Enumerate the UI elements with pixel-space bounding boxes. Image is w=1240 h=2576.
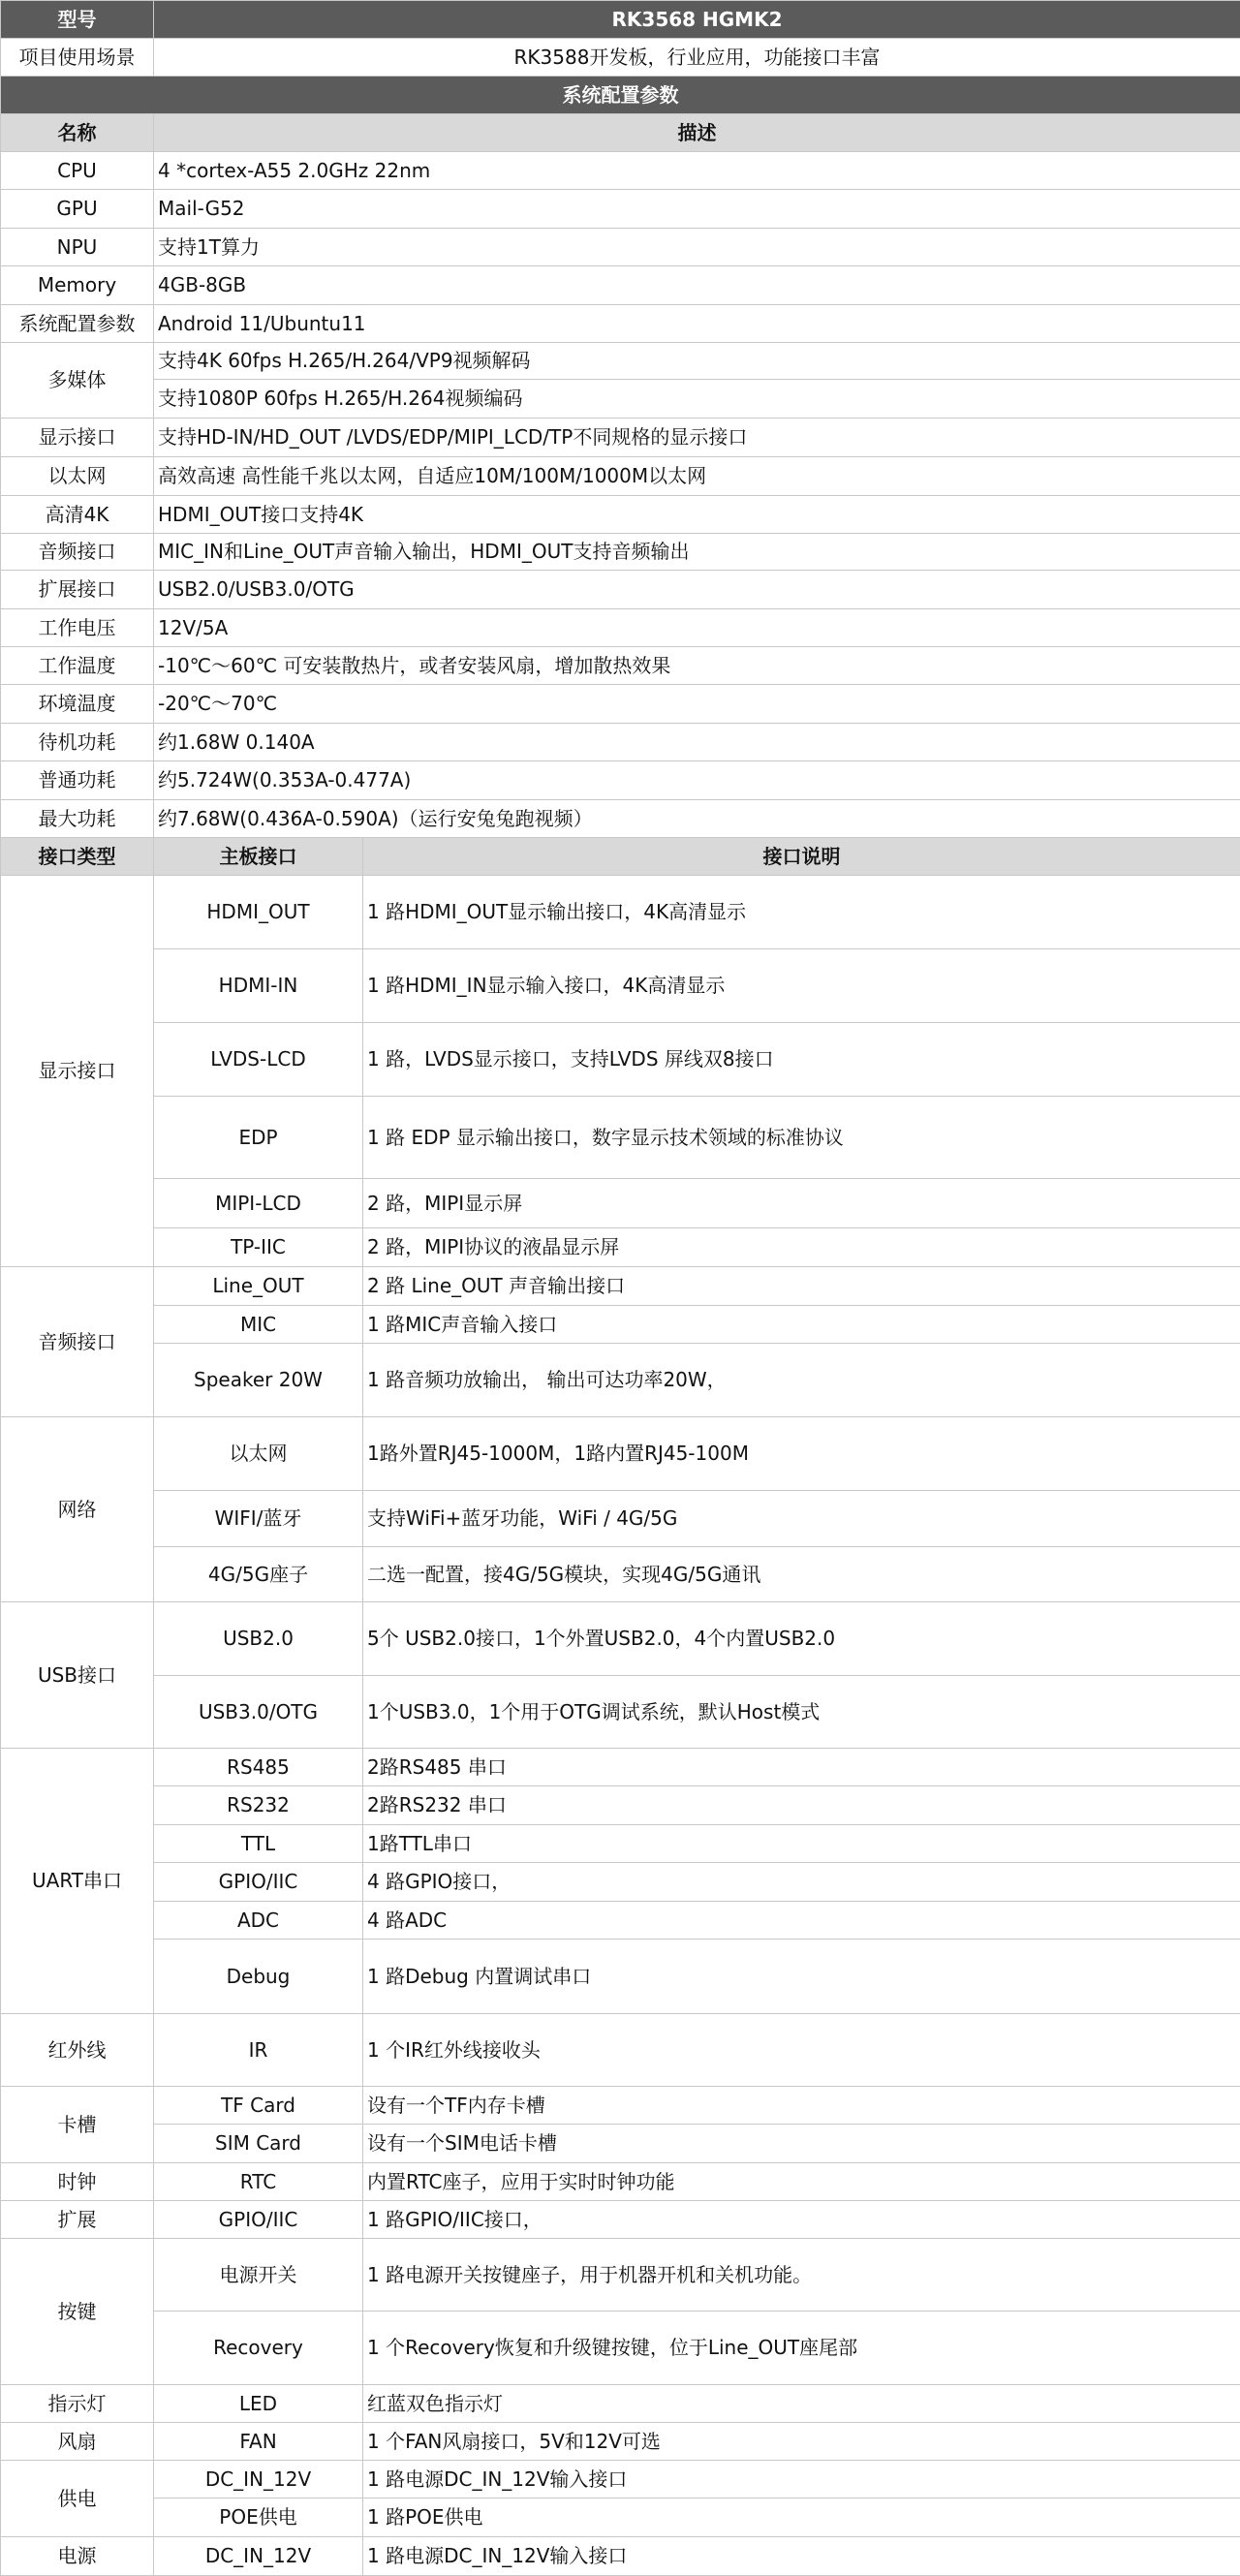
interface-header-port: 主板接口: [154, 838, 363, 876]
interface-port: TTL: [154, 1825, 363, 1863]
interface-group-name: 音频接口: [1, 1267, 154, 1417]
sys-config-desc: Android 11/Ubuntu11: [154, 305, 1240, 343]
model-row: [1, 1, 1240, 39]
interface-header-row: [1, 838, 1240, 876]
interface-desc: 设有一个SIM电话卡槽: [363, 2125, 1240, 2163]
sys-config-name: 系统配置参数: [1, 305, 154, 343]
interface-desc: 1 路电源DC_IN_12V输入接口: [363, 2537, 1240, 2576]
scene-value: RK3588开发板，行业应用，功能接口丰富: [154, 39, 1240, 77]
sys-config-name: 工作温度: [1, 647, 154, 685]
interface-desc: 2路RS232 串口: [363, 1786, 1240, 1825]
sys-config-row: [1, 305, 1240, 343]
interface-port: RS232: [154, 1786, 363, 1825]
interface-row: [1, 2312, 1240, 2385]
sys-config-desc: 约1.68W 0.140A: [154, 724, 1240, 761]
interface-desc: 1 个Recovery恢复和升级键按键，位于Line_OUT座尾部: [363, 2312, 1240, 2385]
interface-group-name: USB接口: [1, 1602, 154, 1749]
sys-config-desc: MIC_IN和Line_OUT声音输入输出，HDMI_OUT支持音频输出: [154, 534, 1240, 571]
interface-desc: 1 个FAN风扇接口，5V和12V可选: [363, 2423, 1240, 2461]
sys-config-desc: USB2.0/USB3.0/OTG: [154, 571, 1240, 609]
interface-desc: 4 路ADC: [363, 1902, 1240, 1940]
sys-config-desc: 支持4K 60fps H.265/H.264/VP9视频解码: [154, 343, 1240, 380]
sys-config-desc: 约5.724W(0.353A-0.477A): [154, 761, 1240, 800]
interface-port: USB3.0/OTG: [154, 1676, 363, 1749]
sys-config-row: [1, 571, 1240, 609]
interface-row: [1, 1940, 1240, 2014]
sys-config-name: 扩展接口: [1, 571, 154, 609]
sys-config-row: [1, 419, 1240, 457]
sys-config-name: 工作电压: [1, 609, 154, 647]
interface-port: DC_IN_12V: [154, 2537, 363, 2576]
sys-config-name: 环境温度: [1, 685, 154, 724]
interface-desc: 1 个IR红外线接收头: [363, 2014, 1240, 2087]
sys-config-row: [1, 647, 1240, 685]
sys-config-name: Memory: [1, 266, 154, 305]
interface-row: [1, 876, 1240, 949]
interface-port: WIFI/蓝牙: [154, 1491, 363, 1547]
sys-config-desc: 4 *cortex-A55 2.0GHz 22nm: [154, 152, 1240, 190]
interface-desc: 1 路，LVDS显示接口，支持LVDS 屏线双8接口: [363, 1023, 1240, 1097]
model-label: 型号: [1, 1, 154, 39]
interface-row: [1, 1267, 1240, 1306]
sys-config-desc: 12V/5A: [154, 609, 1240, 647]
sys-config-row: [1, 266, 1240, 305]
interface-desc: 4 路GPIO接口，: [363, 1863, 1240, 1902]
sys-config-row: [1, 152, 1240, 190]
sys-config-name: NPU: [1, 229, 154, 266]
interface-port: EDP: [154, 1097, 363, 1179]
interface-row: [1, 1547, 1240, 1602]
interface-row: [1, 2423, 1240, 2461]
sys-config-name: 多媒体: [1, 343, 154, 419]
interface-row: [1, 1344, 1240, 1417]
sys-config-row: [1, 343, 1240, 380]
sys-config-desc: -10℃～60℃ 可安装散热片，或者安装风扇，增加散热效果: [154, 647, 1240, 685]
interface-group-name: 风扇: [1, 2423, 154, 2461]
interface-group-name: 按键: [1, 2239, 154, 2385]
interface-group-name: 红外线: [1, 2014, 154, 2087]
interface-port: TP-IIC: [154, 1228, 363, 1267]
interface-group-name: 供电: [1, 2461, 154, 2537]
interface-desc: 设有一个TF内存卡槽: [363, 2087, 1240, 2125]
interface-desc: 红蓝双色指示灯: [363, 2385, 1240, 2423]
interface-row: [1, 1863, 1240, 1902]
interface-desc: 支持WiFi+蓝牙功能，WiFi / 4G/5G: [363, 1491, 1240, 1547]
sys-config-row: [1, 229, 1240, 266]
sys-config-row: [1, 190, 1240, 229]
interface-port: 以太网: [154, 1417, 363, 1491]
interface-group-name: UART串口: [1, 1749, 154, 2014]
interface-group-name: 扩展: [1, 2201, 154, 2239]
interface-port: HDMI_OUT: [154, 876, 363, 949]
sys-config-desc: 支持1080P 60fps H.265/H.264视频编码: [154, 380, 1240, 419]
sys-config-row: [1, 685, 1240, 724]
sys-config-name: 普通功耗: [1, 761, 154, 800]
interface-port: USB2.0: [154, 1602, 363, 1676]
interface-port: HDMI-IN: [154, 949, 363, 1023]
interface-group-name: 显示接口: [1, 876, 154, 1267]
sys-config-row: [1, 496, 1240, 534]
interface-row: [1, 2461, 1240, 2498]
interface-desc: 1路外置RJ45-1000M，1路内置RJ45-100M: [363, 1417, 1240, 1491]
sys-header-row: [1, 114, 1240, 152]
sys-config-row: [1, 380, 1240, 419]
interface-group-name: 时钟: [1, 2163, 154, 2201]
sys-config-row: [1, 724, 1240, 761]
sys-config-desc: -20℃～70℃: [154, 685, 1240, 724]
interface-port: GPIO/IIC: [154, 2201, 363, 2239]
interface-row: [1, 1228, 1240, 1267]
interface-row: [1, 2125, 1240, 2163]
interface-group-name: 网络: [1, 1417, 154, 1602]
interface-group-name: 电源: [1, 2537, 154, 2576]
interface-row: [1, 2201, 1240, 2239]
sys-config-desc: 高效高速 高性能千兆以太网，自适应10M/100M/1000M以太网: [154, 457, 1240, 496]
sys-config-desc: HDMI_OUT接口支持4K: [154, 496, 1240, 534]
interface-row: [1, 2014, 1240, 2087]
sys-config-name: 音频接口: [1, 534, 154, 571]
model-value: RK3568 HGMK2: [154, 1, 1240, 39]
scene-label: 项目使用场景: [1, 39, 154, 77]
interface-row: [1, 1023, 1240, 1097]
interface-row: [1, 2385, 1240, 2423]
interface-desc: 1 路HDMI_OUT显示输出接口，4K高清显示: [363, 876, 1240, 949]
interface-row: [1, 1786, 1240, 1825]
sys-config-name: 以太网: [1, 457, 154, 496]
interface-row: [1, 949, 1240, 1023]
interface-row: [1, 1097, 1240, 1179]
interface-group-name: 指示灯: [1, 2385, 154, 2423]
interface-row: [1, 1902, 1240, 1940]
interface-port: RS485: [154, 1749, 363, 1786]
interface-desc: 1 路HDMI_IN显示输入接口，4K高清显示: [363, 949, 1240, 1023]
sys-config-name: 最大功耗: [1, 800, 154, 838]
interface-port: LED: [154, 2385, 363, 2423]
interface-desc: 二选一配置，接4G/5G模块，实现4G/5G通讯: [363, 1547, 1240, 1602]
interface-port: TF Card: [154, 2087, 363, 2125]
interface-port: MIPI-LCD: [154, 1179, 363, 1228]
interface-desc: 2 路 Line_OUT 声音输出接口: [363, 1267, 1240, 1306]
interface-port: SIM Card: [154, 2125, 363, 2163]
interface-desc: 1 路 EDP 显示输出接口，数字显示技术领域的标准协议: [363, 1097, 1240, 1179]
sys-config-row: [1, 800, 1240, 838]
sys-config-name: 待机功耗: [1, 724, 154, 761]
interface-port: LVDS-LCD: [154, 1023, 363, 1097]
interface-row: [1, 1825, 1240, 1863]
sys-config-row: [1, 609, 1240, 647]
interface-port: 4G/5G座子: [154, 1547, 363, 1602]
interface-row: [1, 1491, 1240, 1547]
interface-desc: 1 路MIC声音输入接口: [363, 1306, 1240, 1344]
sys-config-desc: 约7.68W(0.436A-0.590A)（运行安兔兔跑视频）: [154, 800, 1240, 838]
interface-port: 电源开关: [154, 2239, 363, 2312]
interface-header-type: 接口类型: [1, 838, 154, 876]
sys-section-title-row: [1, 77, 1240, 114]
sys-config-row: [1, 534, 1240, 571]
interface-desc: 5个 USB2.0接口，1个外置USB2.0，4个内置USB2.0: [363, 1602, 1240, 1676]
sys-config-desc: 4GB-8GB: [154, 266, 1240, 305]
sys-config-desc: 支持1T算力: [154, 229, 1240, 266]
sys-config-name: CPU: [1, 152, 154, 190]
interface-row: [1, 1417, 1240, 1491]
interface-desc: 1路TTL串口: [363, 1825, 1240, 1863]
interface-port: DC_IN_12V: [154, 2461, 363, 2498]
interface-desc: 1 路Debug 内置调试串口: [363, 1940, 1240, 2014]
interface-desc: 2 路，MIPI显示屏: [363, 1179, 1240, 1228]
interface-port: RTC: [154, 2163, 363, 2201]
interface-port: Speaker 20W: [154, 1344, 363, 1417]
interface-port: MIC: [154, 1306, 363, 1344]
interface-desc: 1个USB3.0，1个用于OTG调试系统，默认Host模式: [363, 1676, 1240, 1749]
interface-row: [1, 2498, 1240, 2537]
interface-port: ADC: [154, 1902, 363, 1940]
sys-config-name: 高清4K: [1, 496, 154, 534]
interface-row: [1, 1676, 1240, 1749]
interface-desc: 2路RS485 串口: [363, 1749, 1240, 1786]
sys-config-row: [1, 761, 1240, 800]
sys-config-name: GPU: [1, 190, 154, 229]
sys-config-desc: Mail-G52: [154, 190, 1240, 229]
sys-header-name: 名称: [1, 114, 154, 152]
interface-body: [1, 876, 1240, 2576]
interface-port: Line_OUT: [154, 1267, 363, 1306]
sys-config-row: [1, 457, 1240, 496]
sys-config-name: 显示接口: [1, 419, 154, 457]
interface-row: [1, 1306, 1240, 1344]
interface-row: [1, 2163, 1240, 2201]
interface-port: Recovery: [154, 2312, 363, 2385]
interface-port: FAN: [154, 2423, 363, 2461]
interface-desc: 内置RTC座子，应用于实时时钟功能: [363, 2163, 1240, 2201]
interface-row: [1, 2537, 1240, 2576]
interface-header-desc: 接口说明: [363, 838, 1240, 876]
interface-port: GPIO/IIC: [154, 1863, 363, 1902]
interface-port: Debug: [154, 1940, 363, 2014]
scene-row: [1, 39, 1240, 77]
interface-row: [1, 2087, 1240, 2125]
interface-desc: 1 路电源开关按键座子，用于机器开机和关机功能。: [363, 2239, 1240, 2312]
interface-port: POE供电: [154, 2498, 363, 2537]
interface-desc: 1 路POE供电: [363, 2498, 1240, 2537]
sys-section-title: 系统配置参数: [1, 77, 1240, 114]
interface-row: [1, 1179, 1240, 1228]
sys-config-body: [1, 152, 1240, 838]
sys-config-desc: 支持HD-IN/HD_OUT /LVDS/EDP/MIPI_LCD/TP不同规格的显示接口: [154, 419, 1240, 457]
interface-row: [1, 2239, 1240, 2312]
interface-desc: 1 路音频功放输出， 输出可达功率20W，: [363, 1344, 1240, 1417]
sys-header-desc: 描述: [154, 114, 1240, 152]
interface-group-name: 卡槽: [1, 2087, 154, 2163]
interface-desc: 2 路，MIPI协议的液晶显示屏: [363, 1228, 1240, 1267]
interface-desc: 1 路GPIO/IIC接口，: [363, 2201, 1240, 2239]
interface-row: [1, 1602, 1240, 1676]
interface-desc: 1 路电源DC_IN_12V输入接口: [363, 2461, 1240, 2498]
interface-port: IR: [154, 2014, 363, 2087]
interface-row: [1, 1749, 1240, 1786]
